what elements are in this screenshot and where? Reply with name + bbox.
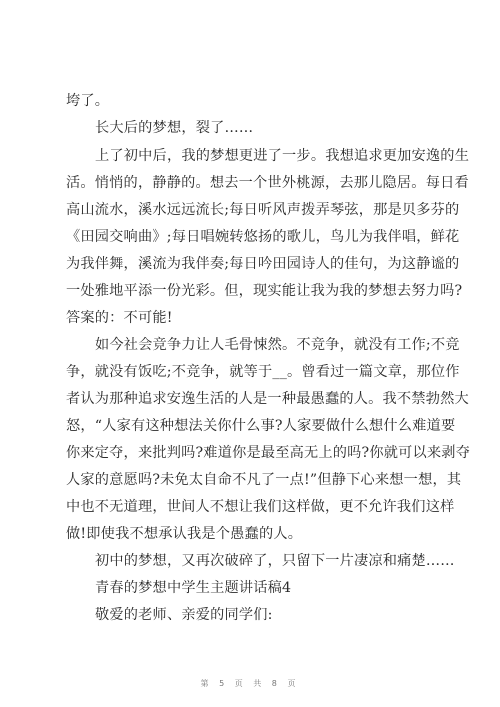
text-line: 怒，“人家有这种想法关你什么事?人家要做什么想什么难道要 xyxy=(66,418,456,434)
salutation: 敬爱的老师、亲爱的同学们: xyxy=(95,607,273,623)
text-line: 人家的意愿吗?未免太自命不凡了一点!”但静下心来想一想，其 xyxy=(66,472,462,488)
text-line: 做!即使我不想承认我是个愚蠢的人。 xyxy=(66,526,303,542)
section-heading: 青春的梦想中学生主题讲话稿4 xyxy=(95,580,292,596)
text-line: 中也不无道理，世间人不想让我们这样做，更不允许我们这样 xyxy=(66,499,455,515)
text-line: 一处雅地平添一份光彩。但，现实能让我为我的梦想去努力吗? xyxy=(66,283,463,299)
text-line: 争，就没有饭吃;不竞争，就等于__。曾看过一篇文章，那位作 xyxy=(66,364,460,380)
text-line: 你来定夺，来批判吗?难道你是最至高无上的吗?你就可以来剥夺 xyxy=(66,445,471,461)
text-line: 活。悄悄的，静静的。想去一个世外桃源，去那儿隐居。每日看 xyxy=(66,175,469,191)
text-line: 答案的：不可能! xyxy=(66,310,173,326)
text-line: 高山流水，溪水远远流长;每日听风声拨弄琴弦，那是贝多芬的 xyxy=(66,202,460,218)
text-line: 长大后的梦想，裂了…… xyxy=(95,120,254,136)
text-line: 者认为那种追求安逸生活的人是一种最愚蠢的人。我不禁勃然大 xyxy=(66,391,469,407)
text-line: 为我伴舞，溪流为我伴奏;每日吟田园诗人的佳句，为这静谧的 xyxy=(66,256,460,272)
text-line: 《田园交响曲》;每日唱婉转悠扬的歌儿，鸟儿为我伴唱，鲜花 xyxy=(66,229,460,245)
text-line: 如今社会竞争力让人毛骨悚然。不竞争，就没有工作;不竞 xyxy=(95,337,460,353)
text-line: 垮了。 xyxy=(66,93,110,109)
page-number-footer: 第 5 页 共 8 页 xyxy=(200,679,300,688)
text-line: 初中的梦想，又再次破碎了，只留下一片凄凉和痛楚…… xyxy=(95,553,455,569)
text-line: 上了初中后，我的梦想更进了一步。我想追求更加安逸的生 xyxy=(95,148,470,164)
